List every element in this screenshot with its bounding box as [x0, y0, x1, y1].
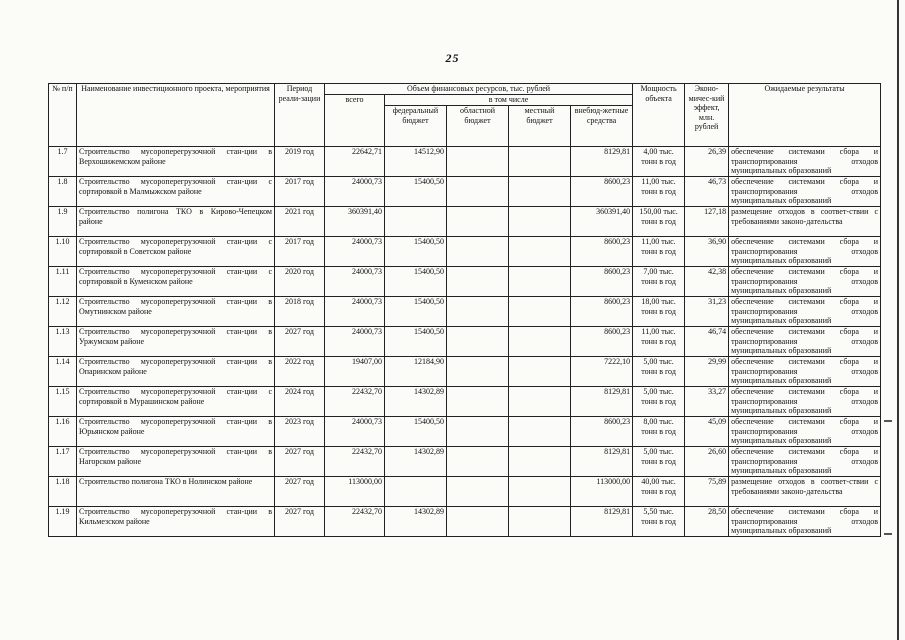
table-row — [49, 327, 881, 357]
cell-num: 1.10 — [49, 237, 77, 267]
cell-num: 1.13 — [49, 327, 77, 357]
cell-local — [509, 507, 571, 537]
cell-total: 24000,73 — [325, 327, 385, 357]
cell-period: 2017 год — [275, 237, 325, 267]
cell-total: 22642,71 — [325, 147, 385, 177]
cell-regional — [447, 417, 509, 447]
cell-num: 1.12 — [49, 297, 77, 327]
table-row — [49, 207, 881, 237]
cell-num: 1.17 — [49, 447, 77, 477]
cell-period: 2018 год — [275, 297, 325, 327]
cell-capacity: 7,00 тыс. тонн в год — [633, 267, 685, 297]
cell-period: 2023 год — [275, 417, 325, 447]
cell-capacity: 5,00 тыс. тонн в год — [633, 357, 685, 387]
header-name: Наименование инвестиционного проекта, мероприятия — [77, 84, 275, 147]
cell-federal: 12184,90 — [385, 357, 447, 387]
cell-name: Строительство мусороперегрузочной стан-ции в Омутнинском районе — [77, 297, 275, 327]
cell-period: 2021 год — [275, 207, 325, 237]
header-effect: Эконо-мичес-кий эффект, млн. рублей — [685, 84, 729, 147]
cell-regional — [447, 237, 509, 267]
cell-period: 2020 год — [275, 267, 325, 297]
cell-extra: 360391,40 — [571, 207, 633, 237]
cell-federal — [385, 477, 447, 507]
cell-name: Строительство мусороперегрузочной стан-ции с сортировкой в Малмыжском районе — [77, 177, 275, 207]
cell-result: обеспечение системами сбора и транспортирования отходов муниципальных образований — [729, 327, 881, 357]
cell-extra: 8129,81 — [571, 447, 633, 477]
cell-extra: 8129,81 — [571, 387, 633, 417]
cell-local — [509, 447, 571, 477]
cell-total: 24000,73 — [325, 177, 385, 207]
cell-num: 1.8 — [49, 177, 77, 207]
cell-total: 24000,73 — [325, 297, 385, 327]
cell-capacity: 8,00 тыс. тонн в год — [633, 417, 685, 447]
cell-num: 1.7 — [49, 147, 77, 177]
cell-period: 2024 год — [275, 387, 325, 417]
cell-num: 1.19 — [49, 507, 77, 537]
header-volume: Объем финансовых ресурсов, тыс. рублей — [325, 84, 633, 95]
cell-extra: 7222,10 — [571, 357, 633, 387]
header-capacity: Мощность объекта — [633, 84, 685, 147]
cell-name: Строительство мусороперегрузочной стан-ции с сортировкой в Советском районе — [77, 237, 275, 267]
table-row — [49, 387, 881, 417]
cell-local — [509, 297, 571, 327]
cell-result: размещение отходов в соответ-ствии с требованиями законо-дательства — [729, 477, 881, 507]
cell-result: обеспечение системами сбора и транспортирования отходов муниципальных образований — [729, 267, 881, 297]
scan-mark — [884, 420, 892, 422]
cell-num: 1.14 — [49, 357, 77, 387]
cell-extra: 113000,00 — [571, 477, 633, 507]
cell-local — [509, 207, 571, 237]
cell-local — [509, 477, 571, 507]
cell-result: размещение отходов в соответ-ствии с требованиями законо-дательства — [729, 207, 881, 237]
cell-federal: 14302,89 — [385, 387, 447, 417]
cell-local — [509, 357, 571, 387]
table-row — [49, 447, 881, 477]
table-row — [49, 147, 881, 177]
cell-regional — [447, 357, 509, 387]
cell-name: Строительство мусороперегрузочной стан-ции с сортировкой в Мурашинском районе — [77, 387, 275, 417]
cell-local — [509, 327, 571, 357]
cell-capacity: 4,00 тыс. тонн в год — [633, 147, 685, 177]
cell-name: Строительство мусороперегрузочной стан-ции в Опаринском районе — [77, 357, 275, 387]
cell-period: 2019 год — [275, 147, 325, 177]
header-extra: внебюд-жетные средства — [571, 106, 633, 147]
cell-capacity: 11,00 тыс. тонн в год — [633, 177, 685, 207]
cell-regional — [447, 447, 509, 477]
cell-period: 2027 год — [275, 447, 325, 477]
cell-capacity: 150,00 тыс. тонн в год — [633, 207, 685, 237]
cell-name: Строительство мусороперегрузочной стан-ции в Уржумском районе — [77, 327, 275, 357]
cell-regional — [447, 327, 509, 357]
cell-num: 1.9 — [49, 207, 77, 237]
cell-federal: 15400,50 — [385, 297, 447, 327]
investment-projects-table — [48, 83, 881, 537]
page-number: 25 — [445, 51, 460, 65]
cell-effect: 26,39 — [685, 147, 729, 177]
cell-period: 2027 год — [275, 507, 325, 537]
cell-capacity: 5,00 тыс. тонн в год — [633, 447, 685, 477]
cell-federal: 14512,90 — [385, 147, 447, 177]
cell-effect: 29,99 — [685, 357, 729, 387]
cell-regional — [447, 297, 509, 327]
cell-effect: 75,89 — [685, 477, 729, 507]
cell-result: обеспечение системами сбора и транспортирования отходов муниципальных образований — [729, 357, 881, 387]
cell-total: 24000,73 — [325, 417, 385, 447]
header-results: Ожидаемые результаты — [729, 84, 881, 147]
cell-total: 113000,00 — [325, 477, 385, 507]
cell-result: обеспечение системами сбора и транспортирования отходов муниципальных образований — [729, 507, 881, 537]
cell-federal: 14302,89 — [385, 507, 447, 537]
cell-extra: 8600,23 — [571, 267, 633, 297]
cell-result: обеспечение системами сбора и транспортирования отходов муниципальных образований — [729, 177, 881, 207]
header-including: в том числе — [385, 95, 633, 106]
cell-local — [509, 387, 571, 417]
cell-name: Строительство полигона ТКО в Нолинском районе — [77, 477, 275, 507]
table-row — [49, 297, 881, 327]
cell-capacity: 40,00 тыс. тонн в год — [633, 477, 685, 507]
table-row — [49, 267, 881, 297]
cell-total: 360391,40 — [325, 207, 385, 237]
cell-local — [509, 267, 571, 297]
cell-capacity: 11,00 тыс. тонн в год — [633, 237, 685, 267]
cell-result: обеспечение системами сбора и транспортирования отходов муниципальных образований — [729, 237, 881, 267]
cell-total: 22432,70 — [325, 507, 385, 537]
header-total: всего — [325, 95, 385, 147]
header-period: Период реали-зации — [275, 84, 325, 147]
cell-total: 24000,73 — [325, 267, 385, 297]
cell-name: Строительство мусороперегрузочной стан-ции в Нагорском районе — [77, 447, 275, 477]
table-row — [49, 507, 881, 537]
header-num: № п/п — [49, 84, 77, 147]
cell-effect: 46,74 — [685, 327, 729, 357]
table-row — [49, 237, 881, 267]
cell-federal: 14302,89 — [385, 447, 447, 477]
cell-extra: 8129,81 — [571, 147, 633, 177]
cell-num: 1.11 — [49, 267, 77, 297]
cell-capacity: 11,00 тыс. тонн в год — [633, 327, 685, 357]
cell-effect: 46,73 — [685, 177, 729, 207]
cell-regional — [447, 147, 509, 177]
cell-effect: 42,38 — [685, 267, 729, 297]
cell-period: 2027 год — [275, 477, 325, 507]
cell-result: обеспечение системами сбора и транспортирования отходов муниципальных образований — [729, 147, 881, 177]
cell-total: 24000,73 — [325, 237, 385, 267]
cell-local — [509, 147, 571, 177]
cell-regional — [447, 207, 509, 237]
cell-period: 2017 год — [275, 177, 325, 207]
cell-name: Строительство полигона ТКО в Кирово-Чепецком районе — [77, 207, 275, 237]
cell-name: Строительство мусороперегрузочной стан-ции в Кильмезском районе — [77, 507, 275, 537]
header-regional: областной бюджет — [447, 106, 509, 147]
scan-mark — [884, 533, 892, 535]
cell-extra: 8600,23 — [571, 417, 633, 447]
cell-regional — [447, 267, 509, 297]
cell-effect: 31,23 — [685, 297, 729, 327]
cell-effect: 33,27 — [685, 387, 729, 417]
cell-regional — [447, 387, 509, 417]
cell-result: обеспечение системами сбора и транспортирования отходов муниципальных образований — [729, 297, 881, 327]
cell-federal: 15400,50 — [385, 327, 447, 357]
cell-result: обеспечение системами сбора и транспортирования отходов муниципальных образований — [729, 387, 881, 417]
cell-regional — [447, 177, 509, 207]
scan-edge — [897, 0, 899, 640]
table-row — [49, 477, 881, 507]
cell-total: 19407,00 — [325, 357, 385, 387]
cell-num: 1.15 — [49, 387, 77, 417]
cell-regional — [447, 507, 509, 537]
cell-period: 2027 год — [275, 327, 325, 357]
cell-effect: 28,50 — [685, 507, 729, 537]
cell-extra: 8129,81 — [571, 507, 633, 537]
cell-effect: 45,09 — [685, 417, 729, 447]
cell-effect: 127,18 — [685, 207, 729, 237]
cell-regional — [447, 477, 509, 507]
cell-federal: 15400,50 — [385, 237, 447, 267]
cell-total: 22432,70 — [325, 447, 385, 477]
cell-local — [509, 417, 571, 447]
header-federal: федеральный бюджет — [385, 106, 447, 147]
cell-effect: 26,60 — [685, 447, 729, 477]
cell-num: 1.16 — [49, 417, 77, 447]
table-row — [49, 357, 881, 387]
cell-extra: 8600,23 — [571, 177, 633, 207]
cell-period: 2022 год — [275, 357, 325, 387]
cell-federal: 15400,50 — [385, 417, 447, 447]
cell-capacity: 18,00 тыс. тонн в год — [633, 297, 685, 327]
cell-name: Строительство мусороперегрузочной стан-ции в Юрьянском районе — [77, 417, 275, 447]
cell-extra: 8600,23 — [571, 297, 633, 327]
header-local: местный бюджет — [509, 106, 571, 147]
cell-total: 22432,70 — [325, 387, 385, 417]
cell-federal: 15400,50 — [385, 267, 447, 297]
cell-effect: 36,90 — [685, 237, 729, 267]
cell-local — [509, 237, 571, 267]
table-row — [49, 417, 881, 447]
cell-extra: 8600,23 — [571, 237, 633, 267]
cell-name: Строительство мусороперегрузочной стан-ции в Верхошижемском районе — [77, 147, 275, 177]
cell-local — [509, 177, 571, 207]
cell-extra: 8600,23 — [571, 327, 633, 357]
cell-federal: 15400,50 — [385, 177, 447, 207]
cell-name: Строительство мусороперегрузочной стан-ции с сортировкой в Куменском районе — [77, 267, 275, 297]
cell-capacity: 5,50 тыс. тонн в год — [633, 507, 685, 537]
table-row — [49, 177, 881, 207]
cell-result: обеспечение системами сбора и транспортирования отходов муниципальных образований — [729, 447, 881, 477]
cell-num: 1.18 — [49, 477, 77, 507]
cell-federal — [385, 207, 447, 237]
cell-capacity: 5,00 тыс. тонн в год — [633, 387, 685, 417]
cell-result: обеспечение системами сбора и транспортирования отходов муниципальных образований — [729, 417, 881, 447]
